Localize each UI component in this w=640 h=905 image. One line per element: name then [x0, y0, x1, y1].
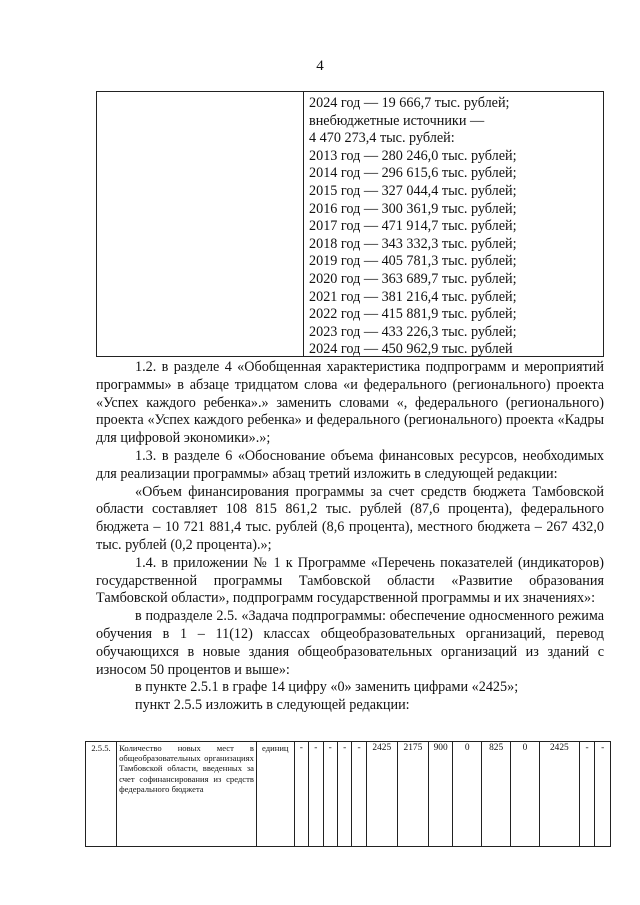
value-cell: - — [309, 742, 323, 847]
funding-line: 2020 год — 363 689,7 тыс. рублей; — [309, 270, 517, 287]
value-cell: - — [595, 742, 611, 847]
funding-line: 2014 год — 296 615,6 тыс. рублей; — [309, 165, 517, 182]
paragraph-point-2-5-1: в пункте 2.5.1 в графе 14 цифру «0» заменить цифрами «2425»; — [135, 679, 519, 696]
value-cell: - — [337, 742, 351, 847]
paragraph-point-2-5-5: пункт 2.5.5 изложить в следующей редакции: — [135, 697, 410, 714]
funding-line: 2024 год — 450 962,9 тыс. рублей — [309, 341, 513, 358]
value-cell: - — [323, 742, 337, 847]
value-cell: - — [352, 742, 366, 847]
unit-cell: единиц — [256, 742, 294, 847]
funding-line: 2015 год — 327 044,4 тыс. рублей; — [309, 182, 517, 199]
funding-table-empty-cell — [97, 92, 304, 356]
table-row — [86, 742, 611, 847]
value-cell: - — [294, 742, 308, 847]
value-cell: 2425 — [366, 742, 397, 847]
funding-table — [96, 91, 604, 357]
indicator-table — [85, 741, 611, 847]
funding-line: 2018 год — 343 332,3 тыс. рублей; — [309, 235, 517, 252]
paragraph-1-4: 1.4. в приложении № 1 к Программе «Перечень показателей (индикаторов) государственной программы Тамбовской области «Развитие образования Тамбовской области», подпрограмм государственной программы и их значениях»: — [96, 554, 604, 607]
value-cell: 2175 — [397, 742, 428, 847]
funding-line: 2016 год — 300 361,9 тыс. рублей; — [309, 200, 517, 217]
value-cell: 2425 — [539, 742, 579, 847]
value-cell: 900 — [428, 742, 452, 847]
row-number-cell: 2.5.5. — [86, 742, 117, 847]
funding-line: 2023 год — 433 226,3 тыс. рублей; — [309, 323, 517, 340]
funding-line: 2019 год — 405 781,3 тыс. рублей; — [309, 253, 517, 270]
paragraph-1-2: 1.2. в разделе 4 «Обобщенная характеристика подпрограмм и мероприятий программы» в абзаце тридцатом слова «и федерального (регионального) проекта «Успех каждого ребенка».» заменить словами «, федерального (регионального) проекта «Успех каждого ребенка» и федерального (регионального) проекта «Кадры для цифровой экономики».»; — [96, 359, 604, 447]
value-cell: - — [579, 742, 595, 847]
document-body — [96, 359, 604, 715]
paragraph-quote: «Объем финансирования программы за счет средств бюджета Тамбовской области составляет 108 815 861,2 тыс. рублей (87,6 процента), федерального бюджета – 10 721 881,4 тыс. рублей (8,6 процента), местного бюджета – 267 432,0 тыс. рублей (0,2 процента).»; — [96, 483, 604, 553]
funding-table-text-cell — [304, 92, 603, 356]
funding-line: внебюджетные источники — — [309, 112, 485, 129]
funding-line: 2017 год — 471 914,7 тыс. рублей; — [309, 218, 517, 235]
paragraph-1-3: 1.3. в разделе 6 «Обоснование объема финансовых ресурсов, необходимых для реализации программы» абзац третий изложить в следующей редакции: — [96, 447, 604, 482]
value-cell: 825 — [482, 742, 511, 847]
funding-line: 2024 год — 19 666,7 тыс. рублей; — [309, 95, 510, 111]
page-number: 4 — [316, 58, 324, 74]
funding-line: 2022 год — 415 881,9 тыс. рублей; — [309, 306, 517, 323]
funding-line: 2021 год — 381 216,4 тыс. рублей; — [309, 288, 517, 305]
paragraph-subsection: в подразделе 2.5. «Задача подпрограммы: обеспечение односменного режима обучения в 1 – 11(12) классах общеобразовательных организаций, перевод обучающихся в новые здания общеобразовательных организаций из зданий с износом 50 процентов и выше»: — [96, 608, 604, 678]
funding-line: 2013 год — 280 246,0 тыс. рублей; — [309, 147, 517, 164]
funding-line: 4 470 273,4 тыс. рублей: — [309, 130, 455, 147]
value-cell: 0 — [511, 742, 540, 847]
indicator-name-cell: Количество новых мест в общеобразовательных организациях Тамбовской области, введенных за счет софинансирования из средств федерального бюджета — [117, 742, 257, 847]
value-cell: 0 — [453, 742, 482, 847]
